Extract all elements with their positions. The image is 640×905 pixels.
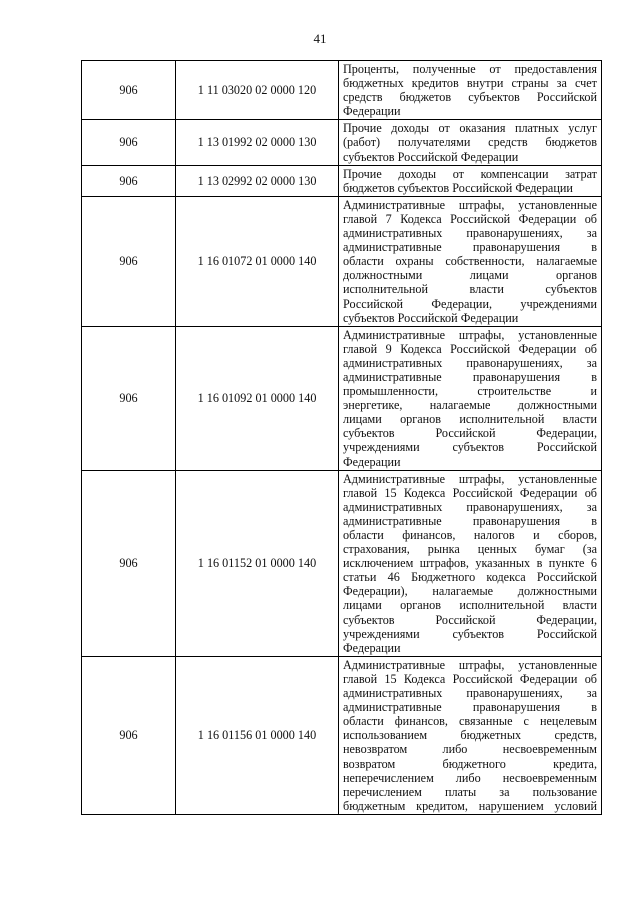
revenue-name-line: исключением штрафов, указанных в пункте 6 [343,556,597,571]
revenue-name-line: главой 9 Кодекса Российской Федерации об [343,341,597,356]
revenue-name-line: административные правонарушения в [343,369,597,384]
administrator-code-cell: 906 [82,61,176,120]
revenue-name-line: Российской Федерации, учреждениями [343,296,597,311]
revenue-name-line: Прочие доходы от оказания платных услуг [343,121,597,136]
revenue-name-line: неперечислением либо несвоевременным [343,770,597,785]
revenue-name-line: области финансов, связанные с нецелевым [343,714,597,729]
revenue-name-line: Федерации [343,640,401,655]
revenue-name-line: Проценты, полученные от предоставления [343,62,597,76]
revenue-name-line: Административные штрафы, установленные [343,471,597,486]
revenue-name-line: главой 15 Кодекса Российской Федерации об [343,485,597,500]
revenue-name-line: средств бюджетов субъектов Российской [343,90,597,105]
revenue-name-cell [339,120,602,165]
revenue-classification-code-cell: 1 13 02992 02 0000 130 [176,165,339,196]
revenue-name-line: Федерации), налагаемые должностными [343,584,597,599]
page-number: 41 [313,31,327,46]
revenue-name-line: административных правонарушениях, за [343,686,597,701]
revenue-name-line: административных правонарушениях, за [343,226,597,241]
revenue-name-line: исполнительной власти субъектов [343,282,597,297]
administrator-code-cell: 906 [82,326,176,470]
revenue-name-line: административных правонарушениях, за [343,355,597,370]
revenue-name-line: субъектов Российской Федерации, [343,426,597,441]
administrator-code-cell: 906 [82,656,176,814]
table-row [82,120,602,165]
revenue-name-line: бюджетным кредитом, нарушением условий [343,798,597,813]
revenue-classification-code-cell: 1 16 01152 01 0000 140 [176,470,339,656]
revenue-name-line: области финансов, налогов и сборов, [343,528,597,542]
revenue-name-line: (работ) получателями средств бюджетов [343,135,597,150]
administrator-code-cell: 906 [82,470,176,656]
revenue-name-line: должностными лицами органов [343,268,597,283]
revenue-name-line: Федерации [343,104,401,119]
revenue-name-line: лицами органов исполнительной власти [343,412,597,427]
revenue-name-line: административные правонарушения в [343,700,597,715]
revenue-name-line: субъектов Российской Федерации [343,149,519,164]
table-body [82,61,602,815]
administrator-code-cell: 906 [82,196,176,326]
table-row [82,656,602,814]
revenue-name-cell [339,165,602,196]
revenue-name-line: Федерации [343,454,401,469]
administrator-code-cell: 906 [82,165,176,196]
revenue-name-line: Прочие доходы от компенсации затрат [343,166,597,181]
revenue-name-line: статьи 46 Бюджетного кодекса Российской [343,570,597,585]
revenue-classification-code-cell: 1 16 01072 01 0000 140 [176,196,339,326]
revenue-name-line: Административные штрафы, установленные [343,197,597,212]
revenue-name-line: учреждениями субъектов Российской [343,440,597,455]
revenue-classification-code-cell: 1 16 01092 01 0000 140 [176,326,339,470]
table-row [82,196,602,326]
revenue-name-line: административные правонарушения в [343,240,597,255]
revenue-name-line: главой 7 Кодекса Российской Федерации об [343,211,597,226]
revenue-name-line: субъектов Российской Федерации [343,310,519,325]
revenue-name-cell [339,326,602,470]
revenue-name-line: возвратом бюджетного кредита, [343,756,597,771]
revenue-name-line: лицами органов исполнительной власти [343,598,597,613]
revenue-name-line: перечислением платы за пользование [343,784,597,799]
revenue-name-line: административных правонарушениях, за [343,499,597,514]
revenue-name-line: страхования, рынка ценных бумаг (за [343,542,597,557]
administrator-code-cell: 906 [82,120,176,165]
table-row [82,165,602,196]
revenue-name-line: главой 15 Кодекса Российской Федерации об [343,671,597,686]
revenue-classification-code-cell: 1 16 01156 01 0000 140 [176,656,339,814]
revenue-name-line: использованием бюджетных средств, [343,728,597,743]
revenue-name-cell [339,656,602,814]
revenue-name-line: бюджетных кредитов внутри страны за счет [343,76,597,91]
revenue-name-cell [339,470,602,656]
table-row [82,470,602,656]
table-row [82,326,602,470]
revenue-name-cell [339,196,602,326]
budget-revenue-table [81,60,602,815]
revenue-name-line: административные правонарушения в [343,513,597,528]
revenue-name-line: бюджетов субъектов Российской Федерации [343,180,573,195]
revenue-name-line: невозвратом либо несвоевременным [343,742,597,757]
table-row [82,61,602,120]
revenue-name-line: области охраны собственности, налагаемые [343,254,597,269]
revenue-name-line: энергетике, налагаемые должностными [343,398,597,413]
revenue-name-line: Административные штрафы, установленные [343,657,597,672]
revenue-name-line: Административные штрафы, установленные [343,327,597,342]
revenue-name-line: промышленности, строительстве и [343,384,597,399]
revenue-name-cell [339,61,602,120]
revenue-classification-code-cell: 1 13 01992 02 0000 130 [176,120,339,165]
revenue-classification-code-cell: 1 11 03020 02 0000 120 [176,61,339,120]
revenue-name-line: субъектов Российской Федерации, [343,612,597,627]
revenue-name-line: учреждениями субъектов Российской [343,626,597,641]
